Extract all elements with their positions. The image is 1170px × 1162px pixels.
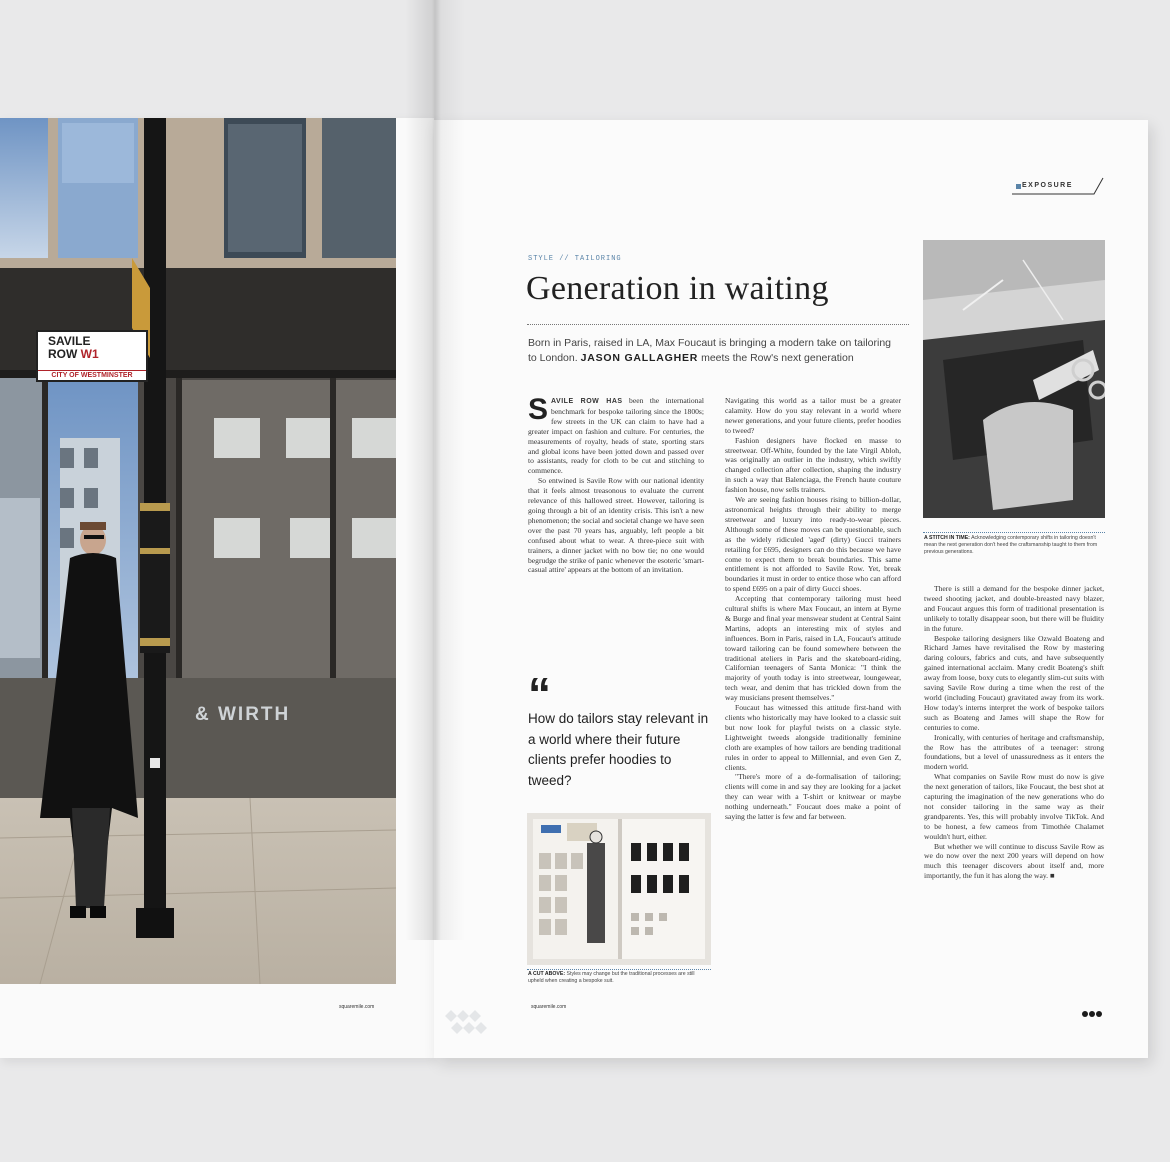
column-3-paragraph: There is still a demand for the bespoke dinner jacket, tweed shooting jacket, and double-breasted navy blazer, and Foucaut argues this form of traditional presentation is unlikely to totally disappear soon, but there will be fluidity in the future. (924, 584, 1104, 633)
image-caption-right (924, 535, 1104, 556)
pull-quote: How do tailors stay relevant in a world where their future clients prefer hoodies to tweed? (528, 711, 709, 788)
section-tab-marker (1016, 184, 1021, 189)
street-sign-postcode: W1 (80, 347, 99, 361)
headline-rule (527, 324, 909, 325)
sketchbook-image (527, 813, 711, 965)
standfirst-tail: meets the Row's next generation (701, 352, 854, 364)
caption-rule (527, 969, 711, 970)
column-2-paragraph: Navigating this world as a tailor must be a greater calamity. How do you stay relevant in a world where newer generations, and your future clients, prefer hoodies to tweed? (725, 396, 901, 435)
caption-lead: A CUT ABOVE: (528, 971, 566, 977)
shop-sign-text: & WIRTH (195, 704, 291, 725)
section-tab: EXPOSURE (1022, 182, 1073, 189)
quote-mark-icon: “ (528, 668, 551, 720)
street-photo (0, 118, 396, 984)
right-page-footer: squaremile.com (531, 1004, 567, 1010)
article-column-3 (924, 584, 1104, 881)
caption-rule (923, 532, 1105, 533)
standfirst-text: Born in Paris, raised in LA, Max Foucaut is bringing a modern take on tailoring to London. (528, 337, 892, 364)
column-3-paragraph: Bespoke tailoring designers like Ozwald Boateng and Richard James have revitalised the Row by mastering daring colours, fabrics and cuts, and have subsequently gained international acclaim. Many credit Boateng's shift away from loose, boxy cuts to elegantly slim-cut suits with saving Savile Row during a time when the rest of the world (including Foucaut) gravitated away from its work. How today's interns interpret the work of bespoke tailors such as Boateng and James will shape the Row for centuries to come. (924, 633, 1104, 732)
article-column-2 (725, 396, 901, 822)
drop-cap: S (528, 393, 549, 426)
column-3-paragraph: But whether we will continue to discuss Savile Row as we do now over the next 200 years will depend on how much this teenager discovers about itself and, more importantly, the fun it has along the way. ■ (924, 841, 1104, 881)
street-sign-name: ROW (48, 347, 81, 361)
article-column-1 (528, 393, 704, 575)
article-headline: Generation in waiting (526, 270, 829, 307)
column-2-paragraph: We are seeing fashion houses rising to billion-dollar, astronomical heights through their ability to merge streetwear and luxury into ready-to-wear pieces. Although some of these moves can be questionable, such as the widely ridiculed 'aged' (dirty) Gucci trainers retailing for £695, designers can do this because we have come to expect them to break boundaries. This same entitlement is not afforded to Savile Row. Yet, break boundaries it must in order to entice those who can afford to spend £695 on a pair of dirty Gucci shoes. (725, 495, 901, 594)
column-2-paragraph: Accepting that contemporary tailoring must heed cultural shifts is where Max Foucaut, an intern at Byrne & Burge and final year menswear student at Central Saint Martins, adopts an interesting mix of styles and influences. Born in Paris, raised in LA, Foucaut's attitude toward tailoring can be found somewhere between the traditional ateliers in Paris and the skateboard-riding, Californian teenagers of Santa Monica: "I think the majority of youth today is into streetwear, loungewear, tech wear, and denim that has trickled down from the way musicians present themselves." (725, 594, 901, 703)
column-2-paragraph: Fashion designers have flocked en masse to streetwear. Off-White, founded by the late Virgil Abloh, was originally an outlier in the industry, which swiftly changed collection after collection, shaping the industry in such a way that Balenciaga, the French haute couture fashion house, now sells trainers. (725, 435, 901, 495)
column-3-paragraph: Ironically, with centuries of heritage and craftsmanship, the Row has the attributes of a teenager: strong foundations, but a level of unassuredness as it enters the modern world. (924, 732, 1104, 772)
column-1-paragraph: been the international benchmark for bespoke tailoring since the 1800s; few streets in the UK can claim to have had a greater impact on fashion and culture. For centuries, the measurements of royalty, heads of state, sporting stars and global icons have been jotted down and passed over to assistants, ready for cloth to be cut and stitching to commence. (528, 396, 704, 476)
street-sign (36, 330, 148, 382)
column-2-paragraph: Foucaut has witnessed this attitude first-hand with clients who historically may have looked to a classic suit but now look for playful twists on a classic style. Lightweight tweeds alongside traditionally feminine cloth are examples of how tailors are bending traditional rules in order to appeal to Millennial, and even Gen Z, clients. (725, 703, 901, 772)
image-caption-left (528, 971, 710, 985)
caption-lead: A STITCH IN TIME: (924, 535, 970, 541)
street-sign-line-1: SAVILE (48, 334, 91, 348)
decorative-pattern (445, 1010, 487, 1038)
column-1-paragraph: So entwined is Savile Row with our national identity that it feels almost treasonous to evaluate the current relevance of this hallowed street. However, tailoring is going through a bit of an identity crisis. This isn't a new phenomenon; the social and societal change we have seen over the past 70 years has, arguably, left people a bit confused about what to wear. A three-piece suit with trainers, a dinner jacket with no bow tie; no one would begrudge the strike of panic whenever the esoteric 'smart-casual attire' appears at the bottom of an invitation. (528, 476, 704, 575)
column-2-paragraph: "There's more of a de-formalisation of tailoring; clients will come in and say they are looking for a jacket they can wear with a T-shirt or knitwear or maybe nothing underneath." Foucaut does make a point of saying the latter is few and far between. (725, 772, 901, 822)
author-name: JASON GALLAGHER (580, 352, 699, 364)
article-standfirst (528, 336, 900, 366)
left-page-footer: squaremile.com (339, 1004, 375, 1010)
street-sign-line-2 (38, 348, 146, 361)
tailoring-photo (923, 240, 1105, 518)
page-number-marker (1082, 1004, 1103, 1022)
street-sign-borough: CITY OF WESTMINSTER (38, 370, 146, 380)
article-kicker: STYLE // TAILORING (528, 255, 622, 263)
column-3-paragraph: What companies on Savile Row must do now is give the next generation of tailors, like Foucaut, the best shot at capturing the imagination of the new generations who do not consider tailoring in the same way as their grandparents. Yes, this will probably involve TikTok. And to be honest, a few cameos from Timothée Chalamet wouldn't hurt, either. (924, 772, 1104, 841)
caption-text: Acknowledging contemporary shifts in tailoring doesn't mean the next generation don't heed the craftsmanship taught to them from previous generations. (924, 535, 1098, 555)
lead-in: AVILE ROW HAS (551, 398, 623, 405)
caption-text: Styles may change but the traditional processes are still upheld when creating a bespoke suit. (528, 971, 695, 984)
